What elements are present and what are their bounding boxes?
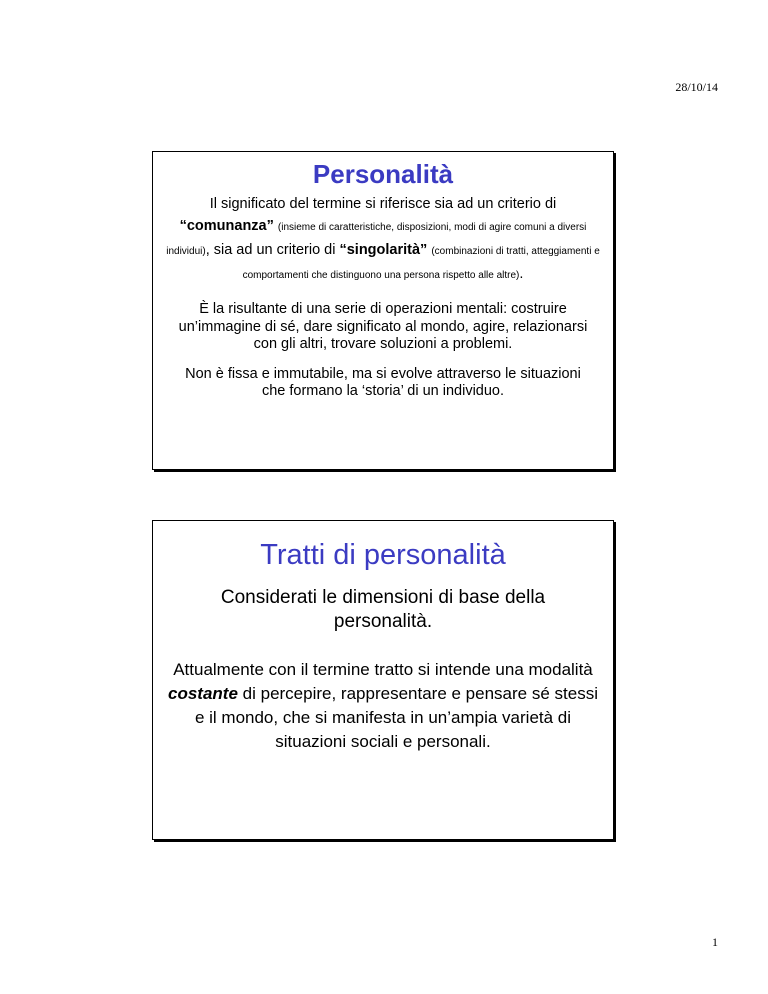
- slide-personalita: [152, 151, 614, 470]
- term-comunanza: “comunanza”: [179, 218, 274, 234]
- definition-paragraph: [161, 193, 605, 287]
- slide-tratti-personalita: [152, 520, 614, 840]
- body-after: di percepire, rappresentare e pensare sé stessi e il mondo, che si manifesta in un’ampia varietà di situazioni sociali e personali.: [194, 684, 598, 751]
- slide-title: Personalità: [312, 159, 454, 189]
- term-singolarita-note: (combinazioni di tratti, atteggiamenti e comportamenti che distinguono una persona rispetto alle altre): [242, 246, 600, 281]
- slide-title: Tratti di personalità: [260, 539, 506, 571]
- intro-paragraph: Considerati le dimensioni di base della personalità.: [220, 587, 546, 632]
- body-paragraph: [165, 658, 601, 754]
- definition-middle: , sia ad un criterio di: [205, 242, 336, 258]
- definition-end: .: [519, 266, 524, 282]
- body-emphasis: costante: [168, 684, 238, 703]
- definition-intro: Il significato del termine si riferisce sia ad un criterio di: [209, 196, 557, 212]
- term-singolarita: “singolarità”: [339, 242, 428, 258]
- paragraph-evoluzione: Non è fissa e immutabile, ma si evolve attraverso le situazioni che formano la ‘storia’ di un individuo.: [185, 365, 581, 399]
- term-comunanza-note: (insieme di caratteristiche, disposizioni, modi di agire comuni a diversi individui): [166, 222, 587, 257]
- page-date: 28/10/14: [675, 80, 718, 94]
- page-number: 1: [712, 935, 718, 949]
- body-before: Attualmente con il termine tratto si intende una modalità: [173, 660, 593, 679]
- paragraph-operazioni-mentali: È la risultante di una serie di operazioni mentali: costruire un’immagine di sé, dare significato al mondo, agire, relazionarsi con gli altri, trovare soluzioni a problemi.: [178, 301, 588, 352]
